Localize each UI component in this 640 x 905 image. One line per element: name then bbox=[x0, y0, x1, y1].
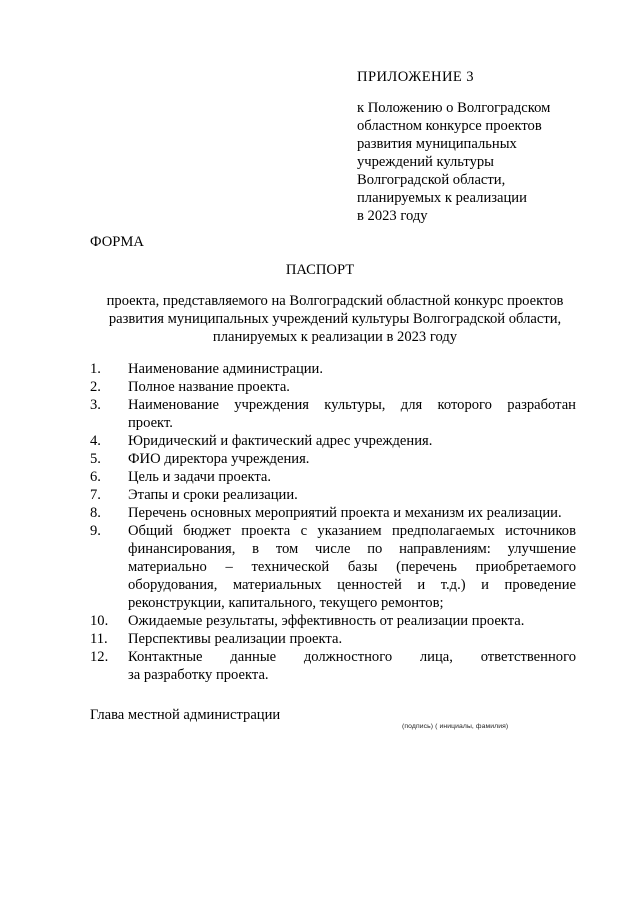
item-text-line: Наименование учреждения культуры, для которого разработан bbox=[128, 397, 576, 413]
item-text: Перечень основных мероприятий проекта и механизм их реализации. bbox=[128, 505, 562, 521]
item-text: Перспективы реализации проекта. bbox=[128, 631, 343, 647]
item-text-line: Общий бюджет проекта с указанием предполагаемых источников bbox=[128, 523, 576, 539]
item-text-line: оборудования, материальных ценностей и т.д.) и проведение bbox=[128, 577, 576, 593]
item-number: 10. bbox=[90, 613, 109, 629]
list-item bbox=[90, 486, 576, 504]
item-text: Полное название проекта. bbox=[128, 379, 290, 395]
appendix-reference-line: планируемых к реализации bbox=[357, 190, 527, 206]
passport-title: ПАСПОРТ bbox=[285, 262, 355, 278]
passport-subtitle-line: планируемых к реализации в 2023 году bbox=[212, 329, 458, 345]
form-label: ФОРМА bbox=[90, 234, 144, 250]
list-item bbox=[90, 432, 576, 450]
passport-subtitle-line: проекта, представляемого на Волгоградский областной конкурс проектов bbox=[106, 293, 564, 309]
item-text-line: Контактные данные должностного лица, ответственного bbox=[128, 649, 576, 665]
signature-caption: (подпись) ( инициалы, фамилия) bbox=[402, 723, 509, 730]
item-text: Этапы и сроки реализации. bbox=[128, 487, 298, 503]
item-number: 3. bbox=[90, 397, 101, 413]
item-number: 5. bbox=[90, 451, 101, 467]
item-text: Юридический и фактический адрес учреждения. bbox=[128, 433, 433, 449]
appendix-reference-line: учреждений культуры bbox=[357, 154, 494, 170]
list-item bbox=[90, 504, 576, 522]
appendix-reference-line: в 2023 году bbox=[357, 208, 428, 224]
item-text-line: за разработку проекта. bbox=[128, 667, 269, 683]
item-text-line: финансирования, в том числе по направлениям: улучшение bbox=[128, 541, 576, 557]
item-number: 8. bbox=[90, 505, 101, 521]
appendix-reference bbox=[357, 99, 597, 225]
appendix-reference-line: к Положению о Волгоградском bbox=[357, 100, 551, 116]
item-text: ФИО директора учреждения. bbox=[128, 451, 310, 467]
list-item bbox=[90, 522, 576, 612]
item-number: 11. bbox=[90, 631, 108, 647]
list-item bbox=[90, 360, 576, 378]
appendix-reference-line: областном конкурсе проектов bbox=[357, 118, 542, 134]
list-item bbox=[90, 648, 576, 684]
appendix-title: ПРИЛОЖЕНИЕ 3 bbox=[357, 69, 474, 85]
signature-label: Глава местной администрации bbox=[90, 707, 281, 723]
passport-subtitle-line: развития муниципальных учреждений культуры Волгоградской области, bbox=[108, 311, 562, 327]
item-text: Цель и задачи проекта. bbox=[128, 469, 272, 485]
list-item bbox=[90, 468, 576, 486]
item-number: 2. bbox=[90, 379, 101, 395]
item-number: 12. bbox=[90, 649, 109, 665]
passport-subtitle bbox=[80, 292, 590, 346]
item-number: 9. bbox=[90, 523, 101, 539]
item-text: Ожидаемые результаты, эффективность от реализации проекта. bbox=[128, 613, 525, 629]
item-number: 4. bbox=[90, 433, 101, 449]
passport-items-list bbox=[90, 360, 576, 684]
item-text-line: материально – технической базы (перечень приобретаемого bbox=[128, 559, 576, 575]
list-item bbox=[90, 612, 576, 630]
item-text: Наименование администрации. bbox=[128, 361, 324, 377]
item-text-line: реконструкции, капитального, текущего ремонтов; bbox=[128, 595, 444, 611]
list-item bbox=[90, 378, 576, 396]
list-item bbox=[90, 396, 576, 432]
appendix-reference-line: Волгоградской области, bbox=[357, 172, 506, 188]
list-item bbox=[90, 630, 576, 648]
item-number: 6. bbox=[90, 469, 101, 485]
appendix-reference-line: развития муниципальных bbox=[357, 136, 517, 152]
item-text-line: проект. bbox=[128, 415, 173, 431]
item-number: 7. bbox=[90, 487, 101, 503]
list-item bbox=[90, 450, 576, 468]
item-number: 1. bbox=[90, 361, 101, 377]
